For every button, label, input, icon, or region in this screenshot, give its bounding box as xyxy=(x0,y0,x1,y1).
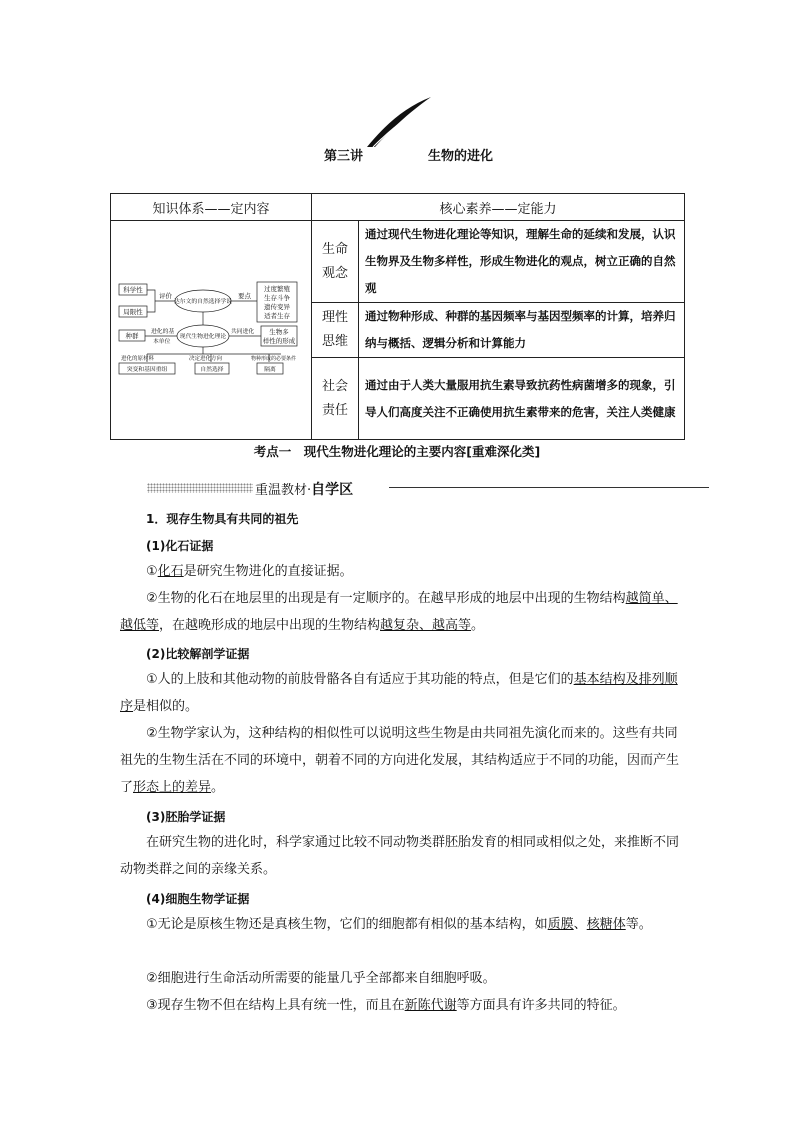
title-swoosh-decoration xyxy=(365,95,435,150)
paragraph-cell-2: ②细胞进行生命活动所需要的能量几乎全部都来自细胞呼吸。 xyxy=(146,971,496,986)
table-header-competency: 核心素养——定能力 xyxy=(312,194,685,221)
paragraph-embryology: 在研究生物的进化时，科学家通过比较不同动物类群胚胎发育的相同或相似之处，来推断不同动物类群之间的亲缘关系。 xyxy=(120,835,680,877)
diagram-box-limitation: 局限性 xyxy=(123,308,143,316)
section-bar xyxy=(147,478,709,498)
section-dots-decoration xyxy=(147,483,253,493)
paragraph-anatomy-1: ①人的上肢和其他动物的前肢骨骼各自有适应于其功能的特点，但是它们的基本结构及排列顺序是相似的。 xyxy=(120,672,678,714)
lecture-number: 第三讲 xyxy=(324,149,364,164)
diagram-label-unit-2: 本单位 xyxy=(153,339,171,345)
lecture-title: 生物的进化 xyxy=(428,149,494,164)
diagram-point-1: 过度繁殖 xyxy=(264,285,290,293)
row-desc-rational-thinking: 通过物种形成、种群的基因频率与基因型频率的计算，培养归纳与概括、逻辑分析和计算能力 xyxy=(359,303,685,358)
diagram-box-scientific: 科学性 xyxy=(123,286,143,294)
diagram-ellipse-modern: 现代生物进化理论 xyxy=(179,334,227,340)
table-header-knowledge: 知识体系——定内容 xyxy=(111,194,312,221)
diagram-box-diversity-2: 样性的形成 xyxy=(262,337,296,345)
paragraph-fossil-2: ②生物的化石在地层里的出现是有一定顺序的。在越早形成的地层中出现的生物结构越简单、越低等，在越晚形成的地层中出现的生物结构越复杂、越高等。 xyxy=(120,591,678,633)
paragraph-cell-1: ①无论是原核生物还是真核生物，它们的细胞都有相似的基本结构，如质膜、核糖体等。 xyxy=(146,917,652,932)
diagram-label-coevolution: 共同进化 xyxy=(231,329,255,335)
section-label: 重温教材·自学区 xyxy=(255,482,354,498)
heading-cell-biology-evidence: (4)细胞生物学证据 xyxy=(146,892,250,906)
knowledge-diagram xyxy=(111,222,311,438)
paragraph-fossil-1: ①化石是研究生物进化的直接证据。 xyxy=(146,564,353,579)
heading-fossil-evidence: (1)化石证据 xyxy=(146,539,214,553)
knowledge-diagram-cell xyxy=(111,221,312,440)
diagram-label-direction: 决定进化方向 xyxy=(189,356,223,362)
paragraph-anatomy-2: ②生物学家认为，这种结构的相似性可以说明这些生物是由共同祖先演化而来的。这些有共同祖先的生物生活在不同的环境中，朝着不同的方向进化发展，其结构适应于不同的功能，因而产生了形态上的差异。 xyxy=(120,726,680,795)
diagram-box-diversity-1: 生物多 xyxy=(269,328,289,336)
diagram-box-mutation: 突变和基因重组 xyxy=(126,367,168,373)
diagram-label-raw-material: 进化的原材料 xyxy=(121,356,155,362)
row-desc-social-responsibility: 通过由于人类大量服用抗生素导致抗药性病菌增多的现象，引导人们高度关注不正确使用抗生素带来的危害，关注人类健康 xyxy=(359,358,685,440)
paragraph-cell-3: ③现存生物不但在结构上具有统一性，而且在新陈代谢等方面具有许多共同的特征。 xyxy=(146,998,626,1013)
diagram-point-2: 生存斗争 xyxy=(264,294,290,302)
heading-anatomy-evidence: (2)比较解剖学证据 xyxy=(146,647,250,661)
exam-point-heading: 考点一 现代生物进化理论的主要内容[重难深化类] xyxy=(253,444,541,459)
diagram-label-evaluate: 评价 xyxy=(159,292,172,300)
row-cat-social-responsibility: 社会 责任 xyxy=(312,358,359,440)
section-rule xyxy=(389,487,709,488)
row-cat-rational-thinking: 理性 思维 xyxy=(312,303,359,358)
diagram-point-3: 遗传变异 xyxy=(264,303,290,311)
diagram-ellipse-darwin: 达尔文的自然选择学说 xyxy=(174,299,232,305)
heading-embryology-evidence: (3)胚胎学证据 xyxy=(146,810,226,824)
heading-common-ancestor: 1．现存生物具有共同的祖先 xyxy=(146,512,299,526)
diagram-label-key-points: 要点 xyxy=(238,292,251,300)
diagram-box-selection: 自然选择 xyxy=(200,367,224,373)
diagram-box-isolation: 隔离 xyxy=(264,367,276,373)
row-cat-life-concept: 生命 观念 xyxy=(312,221,359,303)
overview-table xyxy=(110,193,685,440)
diagram-label-unit-1: 进化的基 xyxy=(151,329,175,335)
diagram-point-4: 适者生存 xyxy=(264,312,290,320)
diagram-label-speciation: 物种形成的必要条件 xyxy=(251,356,297,362)
diagram-box-population: 种群 xyxy=(125,332,139,340)
row-desc-life-concept: 通过现代生物进化理论等知识，理解生命的延续和发展，认识生物界及生物多样性，形成生物进化的观点，树立正确的自然观 xyxy=(359,221,685,303)
